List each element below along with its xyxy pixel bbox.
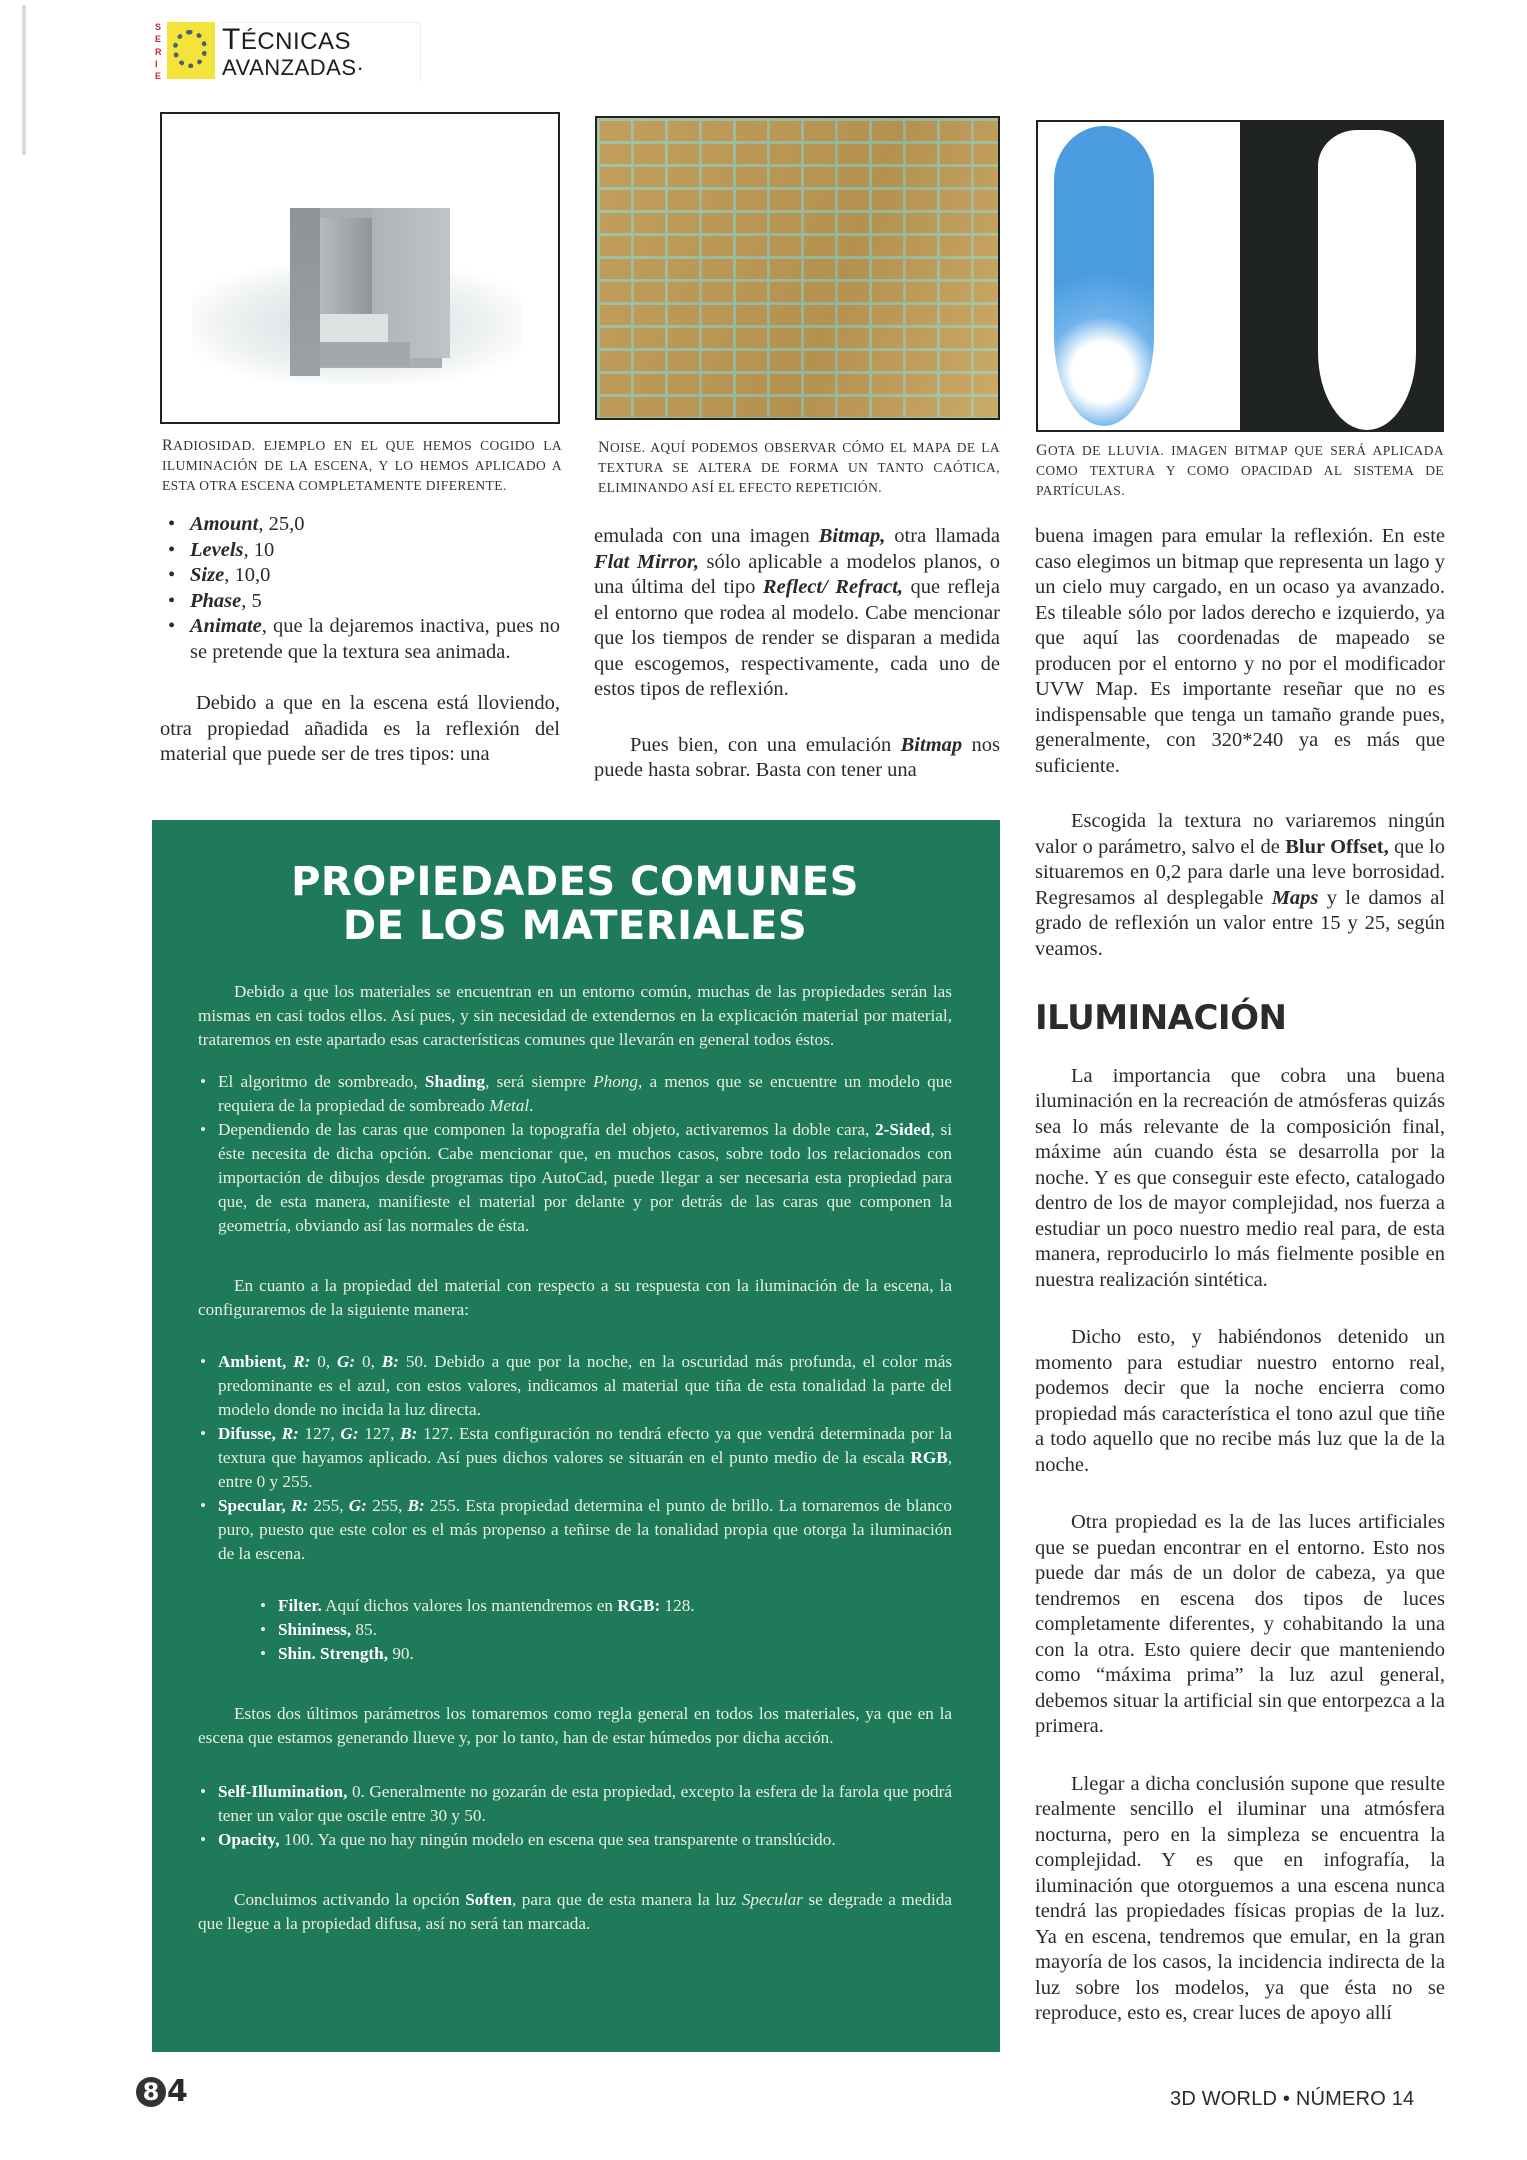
title-initial: T [222, 23, 241, 56]
shading-list [198, 1070, 952, 1238]
list-item: • Size, 10,0 [160, 563, 560, 589]
title-line2: AVANZADAS· [222, 55, 365, 80]
serie-letter: R [155, 46, 162, 57]
list-item: • Animate, que la dejaremos inactiva, pues no se pretende que la textura sea animada. [160, 614, 560, 665]
raindrop-opacity-map [1318, 130, 1416, 430]
serie-letter: S [155, 22, 162, 32]
caption-gota: GOTA DE LLUVIA. IMAGEN BITMAP QUE SERÁ APLICADA COMO TEXTURA Y COMO OPACIDAD AL SISTEMA DE PARTÍCULAS. [1036, 442, 1444, 498]
raindrop-color-map [1054, 126, 1154, 426]
figure-raindrop [1036, 120, 1444, 432]
paragraph: Escogida la textura no variaremos ningún valor o parámetro, salvo el de Blur Offset, que lo situaremos en 0,2 para darle una leve borrosidad. Regresamos al desplegable Maps y le damos al grado de reflexión un valor entre 15 y 25, según veamos. [1035, 810, 1445, 960]
series-logo [155, 22, 421, 82]
sidebar-box-material-properties [152, 820, 1000, 2052]
paragraph: Concluimos activando la opción Soften, para que de esta manera la luz Specular se degrade a medida que llegue a la propiedad difusa, así no será tan marcada. [198, 1890, 952, 1933]
series-title [220, 22, 421, 82]
serie-letter: E [155, 71, 162, 81]
page-number [136, 2074, 188, 2109]
paragraph: Pues bien, con una emulación Bitmap nos puede hasta sobrar. Basta con tener una [594, 733, 1000, 781]
page-edge-rule [22, 5, 26, 155]
list-item: • Self-Illumination, 0. Generalmente no gozarán de esta propiedad, excepto la esfera de la farola que podrá tener un valor que oscile entre 30 y 50. [198, 1780, 952, 1828]
paragraph: buena imagen para emular la reflexión. En este caso elegimos un bitmap que representa un lago y un cielo muy cargado, en un ocaso ya avanzado. Es tileable sólo por lados derecho e izquierdo, ya que aquí las coordenadas de mapeado se producen por el entorno y no por el modificador UVW Map. Es importante reseñar que no es indispensable que tenga un tamaño grande pues, generalmente, con 320*240 ya es más que suficiente. [1035, 525, 1445, 777]
list-item: • Levels, 10 [160, 538, 560, 564]
serie-letter: E [155, 34, 162, 45]
column-2 [594, 524, 1000, 784]
list-item: • Specular, R: 255, G: 255, B: 255. Esta propiedad determina el punto de brillo. La tornaremos de blanco puro, puesto que este color es el más propenso a teñirse de la tonalidad propia que otorga la iluminación de la escena. [198, 1494, 952, 1566]
page-number-circle: 8 [136, 2077, 166, 2107]
list-item: • Amount, 25,0 [160, 512, 560, 538]
sidebar-title: PROPIEDADES COMUNES DE LOS MATERIALES [291, 859, 859, 949]
paragraph: En cuanto a la propiedad del material con respecto a su respuesta con la iluminación de la escena, la configuraremos de la siguiente manera: [198, 1276, 952, 1319]
sun-ring-icon [167, 22, 215, 79]
paragraph: Otra propiedad es la de las luces artificiales que se puedan encontrar en el entorno. Esto nos puede dar más de un dolor de cabeza, ya que tendremos en escena dos tipos de luces completamente diferentes, y cohabitando la una con la otra. Esto quiere decir que manteniendo como “máxima prima” la luz azul general, debemos situar la artificial sin que entorpezca a la primera. [1035, 1511, 1445, 1737]
list-item: • Opacity, 100. Ya que no hay ningún modelo en escena que sea transparente o translúcido. [198, 1828, 952, 1852]
lighting-list [198, 1350, 952, 1566]
caption-noise: NOISE. AQUÍ PODEMOS OBSERVAR CÓMO EL MAPA DE LA TEXTURA SE ALTERA DE FORMA UN TANTO CAÓTICA, ELIMINANDO ASÍ EL EFECTO REPETICIÓN. [598, 439, 1000, 495]
paragraph: Debido a que en la escena está lloviendo, otra propiedad añadida es la reflexión del material que puede ser de tres tipos: una [160, 692, 560, 765]
list-item: • Shininess, 85. [258, 1618, 952, 1642]
column-1 [160, 512, 560, 768]
paragraph: Dicho esto, y habiéndonos detenido un momento para estudiar nuestro entorno real, podemos decir que la noche encierra como propiedad más característica el tono azul que tiñe a todo aquello que no recibe más luz que la de la noche. [1035, 1326, 1445, 1476]
list-item: • Dependiendo de las caras que componen la topografía del objeto, activaremos la doble cara, 2-Sided, si éste necesita de dicha opción. Cabe mencionar que, en muchos casos, sobre todo los relacionados con importación de dibujos desde programas tipo AutoCad, puede llegar a ser necesaria esta propiedad para que, de esta manera, manifieste el material por delante y por detrás de las caras que componen la geometría, obviando así las normales de ésta. [198, 1118, 952, 1238]
sidebar-body [198, 980, 952, 1936]
paragraph: La importancia que cobra una buena iluminación en la recreación de atmósferas quizás sea lo más relevante de la composición final, máxime aún cuando ésta se desarrolla por la noche. Y es que conseguir este efecto, catalogado dentro de los de mayor complejidad, nos fuerza a estudiar un poco nuestro medio real para, de esta manera, reproducirlo lo más fielmente posible en nuestra realización sintética. [1035, 1064, 1445, 1291]
list-item: • Phase, 5 [160, 589, 560, 615]
noise-parameter-list [160, 512, 560, 665]
paragraph: Debido a que los materiales se encuentran en un entorno común, muchas de las propiedades serán las mismas en casi todos ellos. Así pues, y sin necesidad de extendernos en la explicación material por material, trataremos en este apartado esas características comunes que llevarán en general todos éstos. [198, 982, 952, 1049]
paragraph: Llegar a dicha conclusión supone que resulte realmente sencillo el iluminar una atmósfera nocturna, pero en la simpleza se encuentra la complejidad. Y es que en infografía, la iluminación que otorguemos a una escena nunca tendrá las propiedades físicas propias de la luz. Ya en escena, tendremos que emular, en la gran mayoría de los casos, la incidencia indirecta de la luz sobre los modelos, ya que ésta no se reproduce, esto es, crear luces de apoyo allí [1035, 1772, 1445, 2024]
figure-noise-bricks [595, 116, 1000, 420]
list-item: • Ambient, R: 0, G: 0, B: 50. Debido a que por la noche, en la oscuridad más profunda, el color más predominante es el azul, con estos valores, indicamos al material que tiña de esta tonalidad la parte del modelo donde no incida la luz directa. [198, 1350, 952, 1422]
section-heading-iluminacion: ILUMINACIÓN [1035, 998, 1287, 1038]
serie-vertical-label [155, 22, 165, 82]
list-item: • Difusse, R: 127, G: 127, B: 127. Esta configuración no tendrá efecto ya que vendrá determinada por la textura que hayamos aplicado. Así pues dichos valores se situarán en el punto medio de la escala RGB, entre 0 y 255. [198, 1422, 952, 1494]
paragraph: Estos dos últimos parámetros los tomaremos como regla general en todos los materiales, ya que en la escena que estamos generando llueve y, por lo tanto, han de estar húmedos por dicha acción. [198, 1704, 952, 1747]
list-item: • El algoritmo de sombreado, Shading, será siempre Phong, a menos que se encuentre un modelo que requiera de la propiedad de sombreado Metal. [198, 1070, 952, 1118]
column-3 [1035, 524, 1445, 2027]
list-item: • Shin. Strength, 90. [258, 1642, 952, 1666]
paragraph: emulada con una imagen Bitmap, otra llamada Flat Mirror, sólo aplicable a modelos planos, o una última del tipo Reflect/ Refract, que refleja el entorno que rodea al modelo. Cabe mencionar que los tiempos de render se disparan a medida que escogemos, respectivamente, cada uno de estos tipos de reflexión. [594, 525, 1000, 700]
list-item: • Filter. Aquí dichos valores los mantendremos en RGB: 128. [258, 1594, 952, 1618]
serie-letter: I [155, 58, 158, 69]
specular-sublist [258, 1594, 952, 1666]
page-number-digit: 4 [167, 2074, 188, 2109]
publication-footer: 3D WORLD • NÚMERO 14 [1170, 2088, 1415, 2110]
title-line1: ÉCNICAS [240, 28, 352, 55]
figure-radiosidad-cube [160, 112, 560, 424]
caption-radiosidad: RADIOSIDAD. EJEMPLO EN EL QUE HEMOS COGIDO LA ILUMINACIÓN DE LA ESCENA, Y LO HEMOS APLICADO A ESTA OTRA ESCENA COMPLETAMENTE DIFERENTE. [162, 437, 562, 493]
illumination-list [198, 1780, 952, 1852]
